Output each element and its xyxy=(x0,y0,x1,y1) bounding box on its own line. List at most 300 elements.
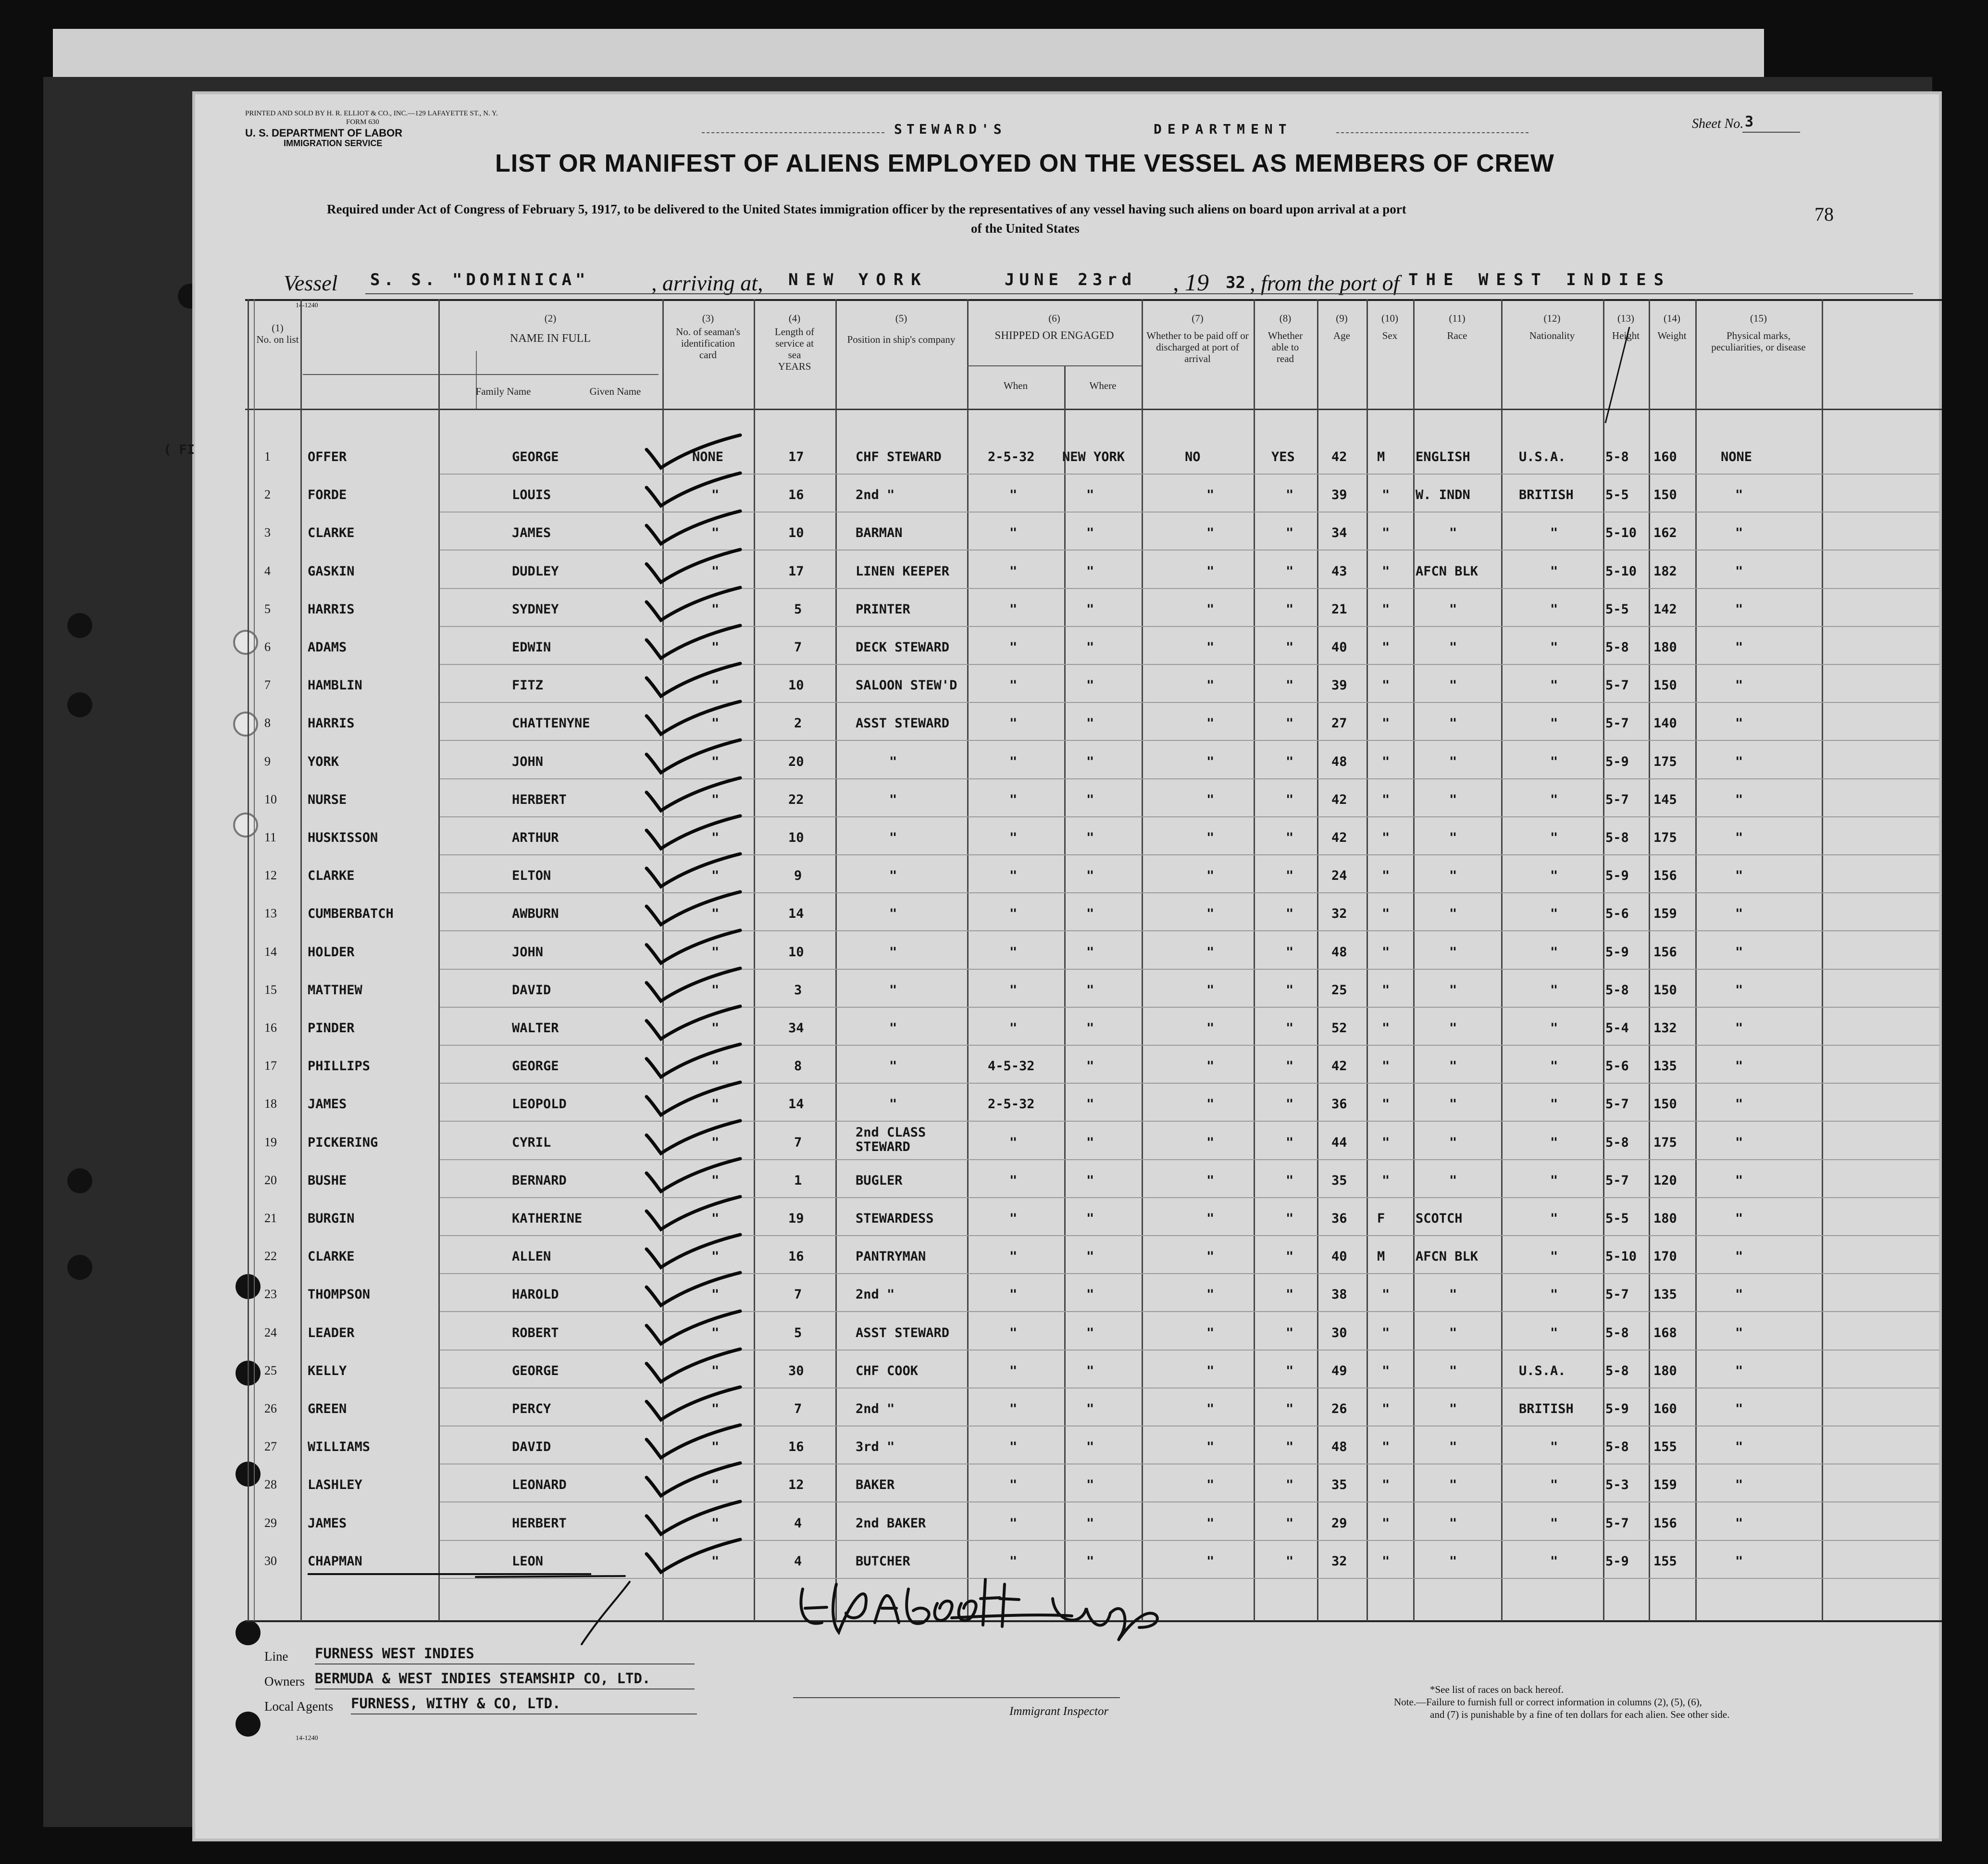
years-service: 3 xyxy=(794,982,802,998)
paid-off: " xyxy=(1206,716,1215,731)
given-name: GEORGE xyxy=(512,1059,559,1074)
position: " xyxy=(889,830,897,845)
shipped-where: " xyxy=(1086,754,1094,769)
weight: 159 xyxy=(1653,1477,1677,1493)
sex: " xyxy=(1382,1021,1390,1036)
shipped-where: " xyxy=(1086,525,1094,541)
weight: 145 xyxy=(1653,792,1677,807)
given-name: CHATTENYNE xyxy=(512,716,590,731)
id-card: " xyxy=(711,1363,720,1378)
id-card: " xyxy=(711,1401,720,1416)
physical-marks: " xyxy=(1735,944,1743,960)
weight: 140 xyxy=(1653,716,1677,731)
shipped-where: " xyxy=(1086,1515,1094,1531)
physical-marks: " xyxy=(1735,716,1743,731)
id-card: " xyxy=(711,1325,720,1340)
check-mark xyxy=(644,621,759,664)
shipped-when: " xyxy=(1009,1553,1018,1569)
height: 5-9 xyxy=(1605,1553,1629,1569)
family-name: PINDER xyxy=(308,1021,355,1036)
paid-off: " xyxy=(1206,1059,1215,1074)
owners-value: BERMUDA & WEST INDIES STEAMSHIP CO, LTD. xyxy=(315,1670,651,1687)
id-card: " xyxy=(711,830,720,845)
paid-off: " xyxy=(1206,1021,1215,1036)
id-card: " xyxy=(711,868,720,884)
shipped-when: " xyxy=(1009,868,1018,884)
height: 5-9 xyxy=(1605,1401,1629,1416)
given-name: EDWIN xyxy=(512,640,551,655)
sheet-label: Sheet No. xyxy=(1692,116,1744,131)
years-service: 17 xyxy=(788,563,804,579)
inspector-label: Immigrant Inspector xyxy=(1009,1705,1109,1718)
row-number: 20 xyxy=(264,1173,277,1187)
nationality: " xyxy=(1550,1135,1558,1150)
race: " xyxy=(1449,678,1457,693)
nationality: U.S.A. xyxy=(1519,1363,1566,1378)
weight: 132 xyxy=(1653,1021,1677,1036)
sex: " xyxy=(1382,716,1390,731)
age: 25 xyxy=(1331,982,1347,998)
col-where-header: Where xyxy=(1089,380,1117,391)
position: BARMAN xyxy=(856,525,903,541)
years-service: 34 xyxy=(788,1021,804,1036)
age: 44 xyxy=(1331,1135,1347,1150)
nationality: " xyxy=(1550,1515,1558,1531)
race: W. INDN xyxy=(1416,488,1470,503)
col-rule xyxy=(476,351,477,409)
col-rule xyxy=(1064,365,1066,1621)
row-number: 28 xyxy=(264,1477,277,1492)
binder-hole xyxy=(67,692,92,717)
id-card: " xyxy=(711,716,720,731)
physical-marks: " xyxy=(1735,1211,1743,1226)
name-subrule xyxy=(303,374,659,375)
height: 5-8 xyxy=(1605,982,1629,998)
family-name: HUSKISSON xyxy=(308,830,378,845)
row-number: 9 xyxy=(264,754,271,768)
nationality: " xyxy=(1550,1287,1558,1302)
able-to-read: " xyxy=(1286,792,1294,807)
sex: " xyxy=(1382,563,1390,579)
position: " xyxy=(889,792,897,807)
header-bottom-border xyxy=(245,409,1942,410)
col-paid-header: (7) Whether to be paid off or discharged at port of arrival xyxy=(1146,313,1249,364)
shipped-where: " xyxy=(1086,1325,1094,1340)
page-title: LIST OR MANIFEST OF ALIENS EMPLOYED ON THE VESSEL AS MEMBERS OF CREW xyxy=(495,150,1554,177)
able-to-read: " xyxy=(1286,868,1294,884)
department-label: DEPARTMENT xyxy=(1154,121,1292,137)
shipped-when: " xyxy=(1009,716,1018,731)
physical-marks: " xyxy=(1735,1287,1743,1302)
check-mark xyxy=(644,926,759,969)
family-name: MATTHEW xyxy=(308,982,362,998)
paid-off: " xyxy=(1206,563,1215,579)
sex: " xyxy=(1382,754,1390,769)
years-service: 9 xyxy=(794,868,802,884)
id-card: " xyxy=(711,1021,720,1036)
nationality: " xyxy=(1550,678,1558,693)
able-to-read: " xyxy=(1286,1135,1294,1150)
origin-port: THE WEST INDIES xyxy=(1408,270,1672,289)
nationality: " xyxy=(1550,525,1558,541)
race: ENGLISH xyxy=(1416,450,1470,464)
id-card: " xyxy=(711,1477,720,1493)
weight: 160 xyxy=(1653,1401,1677,1416)
able-to-read: " xyxy=(1286,563,1294,579)
position: 2nd " xyxy=(856,1401,895,1416)
years-service: 5 xyxy=(794,601,802,617)
shipped-when: " xyxy=(1009,1135,1018,1150)
sex: " xyxy=(1382,1135,1390,1150)
able-to-read: " xyxy=(1286,525,1294,541)
row-number: 30 xyxy=(264,1553,277,1568)
row-number: 5 xyxy=(264,601,271,616)
row-number: 8 xyxy=(264,716,271,730)
given-name: BERNARD xyxy=(512,1173,567,1188)
years-service: 20 xyxy=(788,754,804,769)
nationality: " xyxy=(1550,1021,1558,1036)
given-name: HERBERT xyxy=(512,1515,567,1531)
check-mark xyxy=(644,430,759,474)
height: 5-6 xyxy=(1605,1059,1629,1074)
position: " xyxy=(889,1097,897,1112)
row-number: 27 xyxy=(264,1439,277,1454)
paid-off: " xyxy=(1206,1477,1215,1493)
height: 5-5 xyxy=(1605,488,1629,503)
years-service: 8 xyxy=(794,1059,802,1074)
given-name: CYRIL xyxy=(512,1135,551,1150)
years-service: 7 xyxy=(794,1135,802,1150)
col-position-header: (5) Position in ship's company xyxy=(847,313,956,345)
able-to-read: " xyxy=(1286,944,1294,960)
sex: " xyxy=(1382,678,1390,693)
age: 49 xyxy=(1331,1363,1347,1378)
position: LINEN KEEPER xyxy=(856,563,950,579)
family-name: YORK xyxy=(308,754,339,769)
given-name: ELTON xyxy=(512,868,551,884)
form-code-bottom: 14-1240 xyxy=(296,1735,318,1742)
weight: 175 xyxy=(1653,1135,1677,1150)
age: 43 xyxy=(1331,563,1347,579)
col-service-header: (4) Length of service at sea YEARS xyxy=(774,313,815,372)
physical-marks: " xyxy=(1735,1325,1743,1340)
family-name: GASKIN xyxy=(308,563,355,579)
sex: " xyxy=(1382,1477,1390,1493)
able-to-read: " xyxy=(1286,754,1294,769)
id-card: " xyxy=(711,1553,720,1569)
check-mark xyxy=(644,773,759,816)
paid-off: " xyxy=(1206,1135,1215,1150)
race: " xyxy=(1449,944,1457,960)
col-rule xyxy=(1142,299,1143,1621)
shipped-where: " xyxy=(1086,678,1094,693)
rule xyxy=(1336,132,1528,133)
position: 2nd CLASS STEWARD xyxy=(856,1125,926,1154)
age: 34 xyxy=(1331,525,1347,541)
id-card: " xyxy=(711,982,720,998)
given-name: KATHERINE xyxy=(512,1211,583,1226)
age: 40 xyxy=(1331,1249,1347,1264)
sheet-number: 3 xyxy=(1745,113,1754,130)
given-name: JOHN xyxy=(512,754,544,769)
family-name: NURSE xyxy=(308,792,347,807)
age: 39 xyxy=(1331,678,1347,693)
nationality: " xyxy=(1550,906,1558,922)
shipped-when: " xyxy=(1009,488,1018,503)
family-name: CUMBERBATCH xyxy=(308,906,394,922)
age: 42 xyxy=(1331,792,1347,807)
given-name: FITZ xyxy=(512,678,544,693)
family-name: LEADER xyxy=(308,1325,355,1340)
physical-marks: " xyxy=(1735,982,1743,998)
race: AFCN BLK xyxy=(1416,1249,1479,1264)
race: " xyxy=(1449,792,1457,807)
sex: M xyxy=(1377,1249,1385,1264)
shipped-where: " xyxy=(1086,1021,1094,1036)
shipped-when: " xyxy=(1009,944,1018,960)
nationality: " xyxy=(1550,792,1558,807)
nationality: " xyxy=(1550,1059,1558,1074)
shipped-where: " xyxy=(1086,488,1094,503)
sex: " xyxy=(1382,525,1390,541)
sex: " xyxy=(1382,1173,1390,1188)
family-name: FORDE xyxy=(308,488,347,503)
years-service: 7 xyxy=(794,1287,802,1302)
col-rule xyxy=(1822,299,1823,1621)
weight: 135 xyxy=(1653,1287,1677,1302)
age: 48 xyxy=(1331,944,1347,960)
col-when-header: When xyxy=(1003,380,1028,391)
shipped-when: " xyxy=(1009,1021,1018,1036)
position: BAKER xyxy=(856,1477,895,1493)
family-name: CLARKE xyxy=(308,525,355,541)
years-service: 10 xyxy=(788,525,804,541)
race: " xyxy=(1449,1477,1457,1493)
able-to-read: " xyxy=(1286,716,1294,731)
weight: 155 xyxy=(1653,1553,1677,1569)
nationality: " xyxy=(1550,944,1558,960)
family-name: HARRIS xyxy=(308,716,355,731)
col-given-header: Given Name xyxy=(589,386,641,397)
race: AFCN BLK xyxy=(1416,563,1479,579)
physical-marks: " xyxy=(1735,1173,1743,1188)
nationality: " xyxy=(1550,1249,1558,1264)
shipped-where: " xyxy=(1086,906,1094,922)
weight: 150 xyxy=(1653,982,1677,998)
weight: 150 xyxy=(1653,488,1677,503)
sex: " xyxy=(1382,601,1390,617)
position: PRINTER xyxy=(856,601,910,617)
family-name: THOMPSON xyxy=(308,1287,371,1302)
row-number: 16 xyxy=(264,1021,277,1035)
position: " xyxy=(889,982,897,998)
position: ASST STEWARD xyxy=(856,1325,950,1340)
nationality: " xyxy=(1550,868,1558,884)
weight: 180 xyxy=(1653,1363,1677,1378)
paid-off: " xyxy=(1206,601,1215,617)
row-number: 1 xyxy=(264,450,271,463)
given-name: LOUIS xyxy=(512,488,551,503)
id-card: " xyxy=(711,1097,720,1112)
check-mark xyxy=(644,659,759,702)
physical-marks: " xyxy=(1735,754,1743,769)
col-family-header: Family Name xyxy=(475,386,531,397)
height: 5-10 xyxy=(1605,563,1637,579)
able-to-read: " xyxy=(1286,1325,1294,1340)
check-mark xyxy=(644,583,759,626)
paid-off: " xyxy=(1206,868,1215,884)
paid-off: NO xyxy=(1185,450,1201,464)
weight: 159 xyxy=(1653,906,1677,922)
row-number: 19 xyxy=(264,1135,277,1149)
weight: 175 xyxy=(1653,830,1677,845)
race: " xyxy=(1449,1439,1457,1455)
shipped-when: " xyxy=(1009,792,1018,807)
height: 5-8 xyxy=(1605,830,1629,845)
id-card: " xyxy=(711,1515,720,1531)
col-rule xyxy=(1413,299,1415,1621)
physical-marks: " xyxy=(1735,1059,1743,1074)
family-name: PHILLIPS xyxy=(308,1059,371,1074)
height: 5-6 xyxy=(1605,906,1629,922)
shipped-when: " xyxy=(1009,525,1018,541)
row-number: 24 xyxy=(264,1325,277,1339)
years-service: 10 xyxy=(788,944,804,960)
id-card: " xyxy=(711,678,720,693)
shipped-where: " xyxy=(1086,944,1094,960)
height: 5-7 xyxy=(1605,716,1629,731)
nationality: " xyxy=(1550,1553,1558,1569)
age: 30 xyxy=(1331,1325,1347,1340)
given-name: JOHN xyxy=(512,944,544,960)
nationality: " xyxy=(1550,754,1558,769)
age: 52 xyxy=(1331,1021,1347,1036)
race: " xyxy=(1449,1021,1457,1036)
family-name: GREEN xyxy=(308,1401,347,1416)
given-name: ARTHUR xyxy=(512,830,559,845)
race: SCOTCH xyxy=(1416,1211,1463,1226)
years-service: 14 xyxy=(788,1097,804,1112)
race: " xyxy=(1449,716,1457,731)
col-name-header: (2) NAME IN FULL xyxy=(510,313,591,345)
able-to-read: " xyxy=(1286,678,1294,693)
col-rule xyxy=(1367,299,1368,1621)
physical-marks: " xyxy=(1735,1363,1743,1378)
subtitle-line-1: Required under Act of Congress of February 5, 1917, to be delivered to the United States immigration officer by the representatives of any vessel having such aliens on board upon arrival at a port xyxy=(327,202,1406,216)
age: 26 xyxy=(1331,1401,1347,1416)
race: " xyxy=(1449,640,1457,655)
weight: 120 xyxy=(1653,1173,1677,1188)
shipped-where: " xyxy=(1086,830,1094,845)
age: 48 xyxy=(1331,754,1347,769)
years-service: 10 xyxy=(788,830,804,845)
vessel-rule xyxy=(365,293,1913,294)
paid-off: " xyxy=(1206,525,1215,541)
row-number: 18 xyxy=(264,1097,277,1111)
physical-marks: " xyxy=(1735,1553,1743,1569)
paid-off: " xyxy=(1206,906,1215,922)
paid-off: " xyxy=(1206,1363,1215,1378)
years-service: 16 xyxy=(788,488,804,503)
penalty-note-2: and (7) is punishable by a fine of ten dollars for each alien. See other side. xyxy=(1430,1709,1730,1720)
shipped-where: " xyxy=(1086,1249,1094,1264)
age: 36 xyxy=(1331,1097,1347,1112)
given-name: SYDNEY xyxy=(512,601,559,617)
shipped-when: " xyxy=(1009,1363,1018,1378)
row-number: 26 xyxy=(264,1401,277,1415)
shipped-where: " xyxy=(1086,1439,1094,1455)
given-name: HAROLD xyxy=(512,1287,559,1302)
check-mark xyxy=(644,697,759,740)
binder-hole xyxy=(67,613,92,638)
physical-marks: " xyxy=(1735,563,1743,579)
race: " xyxy=(1449,982,1457,998)
col-rule xyxy=(438,299,440,1621)
col-card-header: (3) No. of seaman's identification card xyxy=(676,313,740,361)
years-service: 16 xyxy=(788,1249,804,1264)
years-service: 4 xyxy=(794,1515,802,1531)
family-name: BUSHE xyxy=(308,1173,347,1188)
able-to-read: " xyxy=(1286,906,1294,922)
physical-marks: " xyxy=(1735,1439,1743,1455)
able-to-read: " xyxy=(1286,488,1294,503)
years-service: 12 xyxy=(788,1477,804,1493)
height: 5-10 xyxy=(1605,1249,1637,1264)
weight: 182 xyxy=(1653,563,1677,579)
age: 32 xyxy=(1331,906,1347,922)
shipped-when: " xyxy=(1009,1401,1018,1416)
sex: " xyxy=(1382,944,1390,960)
form-number: FORM 630 xyxy=(346,118,379,126)
paid-off: " xyxy=(1206,944,1215,960)
given-name: ALLEN xyxy=(512,1249,551,1264)
check-mark xyxy=(644,1306,759,1350)
years-service: 16 xyxy=(788,1439,804,1455)
sex: " xyxy=(1382,1325,1390,1340)
sex: " xyxy=(1382,1059,1390,1074)
paid-off: " xyxy=(1206,830,1215,845)
inspector-signature xyxy=(793,1570,1187,1656)
position: BUTCHER xyxy=(856,1553,910,1569)
id-card: " xyxy=(711,906,720,922)
physical-marks: " xyxy=(1735,640,1743,655)
sex: " xyxy=(1382,1439,1390,1455)
col-no-header: (1) No. on list xyxy=(256,322,299,345)
given-name: HERBERT xyxy=(512,792,567,807)
shipped-where: " xyxy=(1086,1059,1094,1074)
id-card: " xyxy=(711,754,720,769)
row-number: 14 xyxy=(264,944,277,959)
physical-marks: " xyxy=(1735,1021,1743,1036)
id-card: " xyxy=(711,944,720,960)
col-rule xyxy=(1603,299,1604,1621)
height: 5-8 xyxy=(1605,1135,1629,1150)
weight: 170 xyxy=(1653,1249,1677,1264)
col-age-header: (9) Age xyxy=(1333,313,1350,341)
sex: " xyxy=(1382,488,1390,503)
col-height-header: (13) Height xyxy=(1612,313,1640,341)
age: 42 xyxy=(1331,830,1347,845)
check-mark xyxy=(644,735,759,778)
weight: 160 xyxy=(1653,450,1677,464)
row-number: 25 xyxy=(264,1363,277,1377)
given-name: DAVID xyxy=(512,1439,551,1455)
physical-marks: " xyxy=(1735,868,1743,884)
rule xyxy=(1742,132,1800,133)
row-number: 10 xyxy=(264,792,277,806)
age: 38 xyxy=(1331,1287,1347,1302)
subtitle-line-2: of the United States xyxy=(971,221,1080,236)
